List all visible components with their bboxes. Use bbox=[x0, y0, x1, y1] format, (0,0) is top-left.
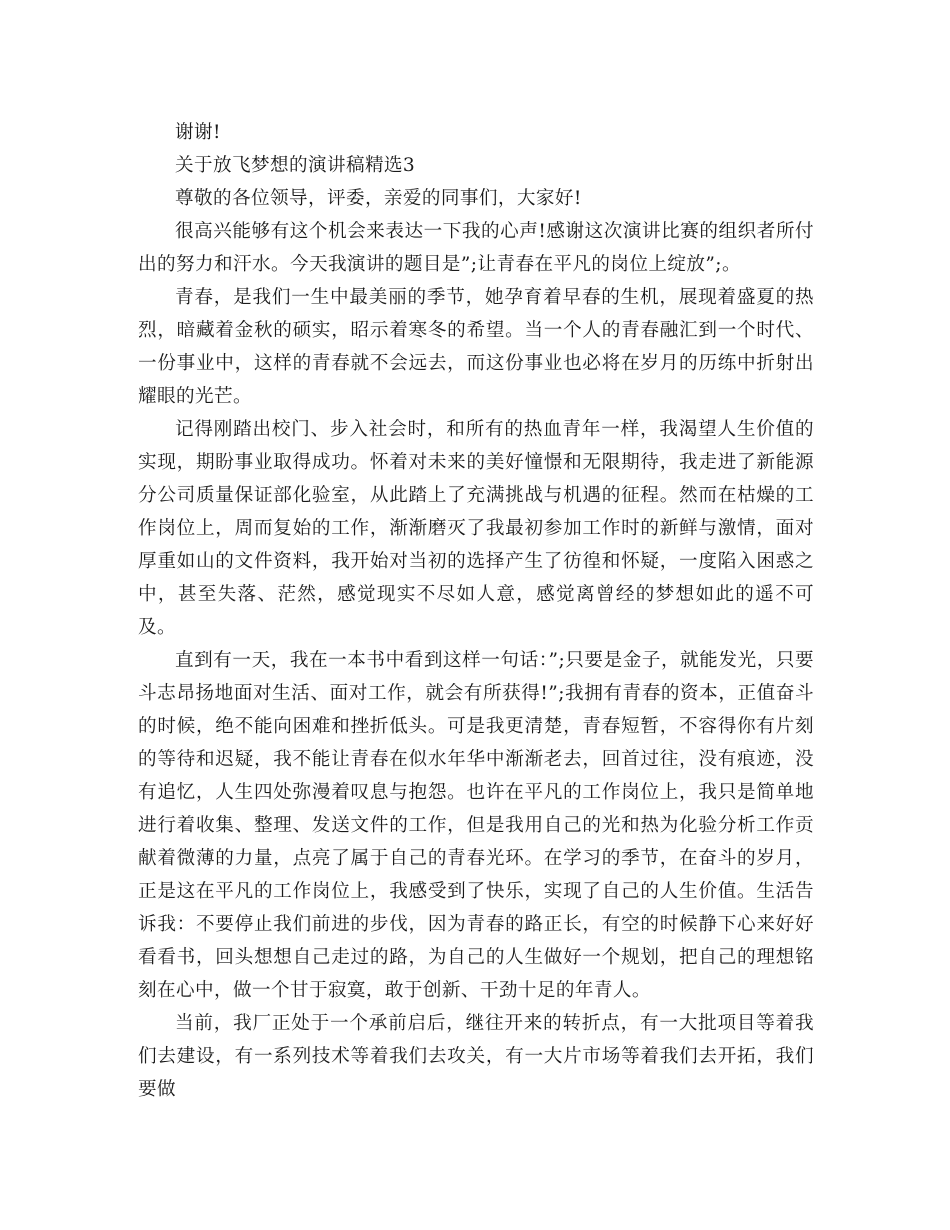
paragraph-thanks: 谢谢! bbox=[175, 122, 221, 143]
document-body bbox=[138, 116, 814, 1106]
paragraph-memory: 记得刚踏出校门、步入社会时，和所有的热血青年一样，我渴望人生价值的实现，期盼事业取得成功。怀着对未来的美好憧憬和无限期待，我走进了新能源分公司质量保证部化验室，从此踏上了充满挑战与机遇的征程。然而在枯燥的工作岗位上，周而复始的工作，渐渐磨灭了我最初参加工作时的新鲜与激情，面对厚重如山的文件资料，我开始对当初的选择产生了彷徨和怀疑，一度陷入困惑之中，甚至失落、茫然，感觉现实不尽如人意，感觉离曾经的梦想如此的遥不可及。 bbox=[138, 419, 814, 638]
paragraph-intro: 很高兴能够有这个机会来表达一下我的心声!感谢这次演讲比赛的组织者所付出的努力和汗水。今天我演讲的题目是”;让青春在平凡的岗位上绽放”;。 bbox=[138, 221, 814, 275]
paragraph-youth: 青春，是我们一生中最美丽的季节，她孕育着早春的生机，展现着盛夏的热烈，暗藏着金秋的硕实，昭示着寒冬的希望。当一个人的青春融汇到一个时代、一份事业中，这样的青春就不会远去，而这份事业也必将在岁月的历练中折射出耀眼的光芒。 bbox=[138, 287, 814, 407]
paragraph-current: 当前，我厂正处于一个承前启后，继往开来的转折点，有一大批项目等着我们去建设，有一系列技术等着我们去攻关，有一大片市场等着我们去开拓，我们要做 bbox=[138, 1013, 814, 1100]
paragraph-greeting: 尊敬的各位领导，评委，亲爱的同事们，大家好! bbox=[175, 188, 582, 209]
paragraph-turning-point: 直到有一天，我在一本书中看到这样一句话：”;只要是金子，就能发光，只要斗志昂扬地面对生活、面对工作，就会有所获得!”;我拥有青春的资本，正值奋斗的时候，绝不能向困难和挫折低头。可是我更清楚，青春短暂，不容得你有片刻的等待和迟疑，我不能让青春在似水年华中渐渐老去，回首过往，没有痕迹，没有追忆，人生四处弥漫着叹息与抱怨。也许在平凡的工作岗位上，我只是简单地进行着收集、整理、发送文件的工作，但是我用自己的光和热为化验分析工作贡献着微薄的力量，点亮了属于自己的青春光环。在学习的季节，在奋斗的岁月，正是这在平凡的工作岗位上，我感受到了快乐，实现了自己的人生价值。生活告诉我：不要停止我们前进的步伐，因为青春的路正长，有空的时候静下心来好好看看书，回头想想自己走过的路，为自己的人生做好一个规划，把自己的理想铭刻在心中，做一个甘于寂寞，敢于创新、干劲十足的年青人。 bbox=[138, 650, 814, 1001]
section-heading: 关于放飞梦想的演讲稿精选3 bbox=[175, 155, 416, 176]
